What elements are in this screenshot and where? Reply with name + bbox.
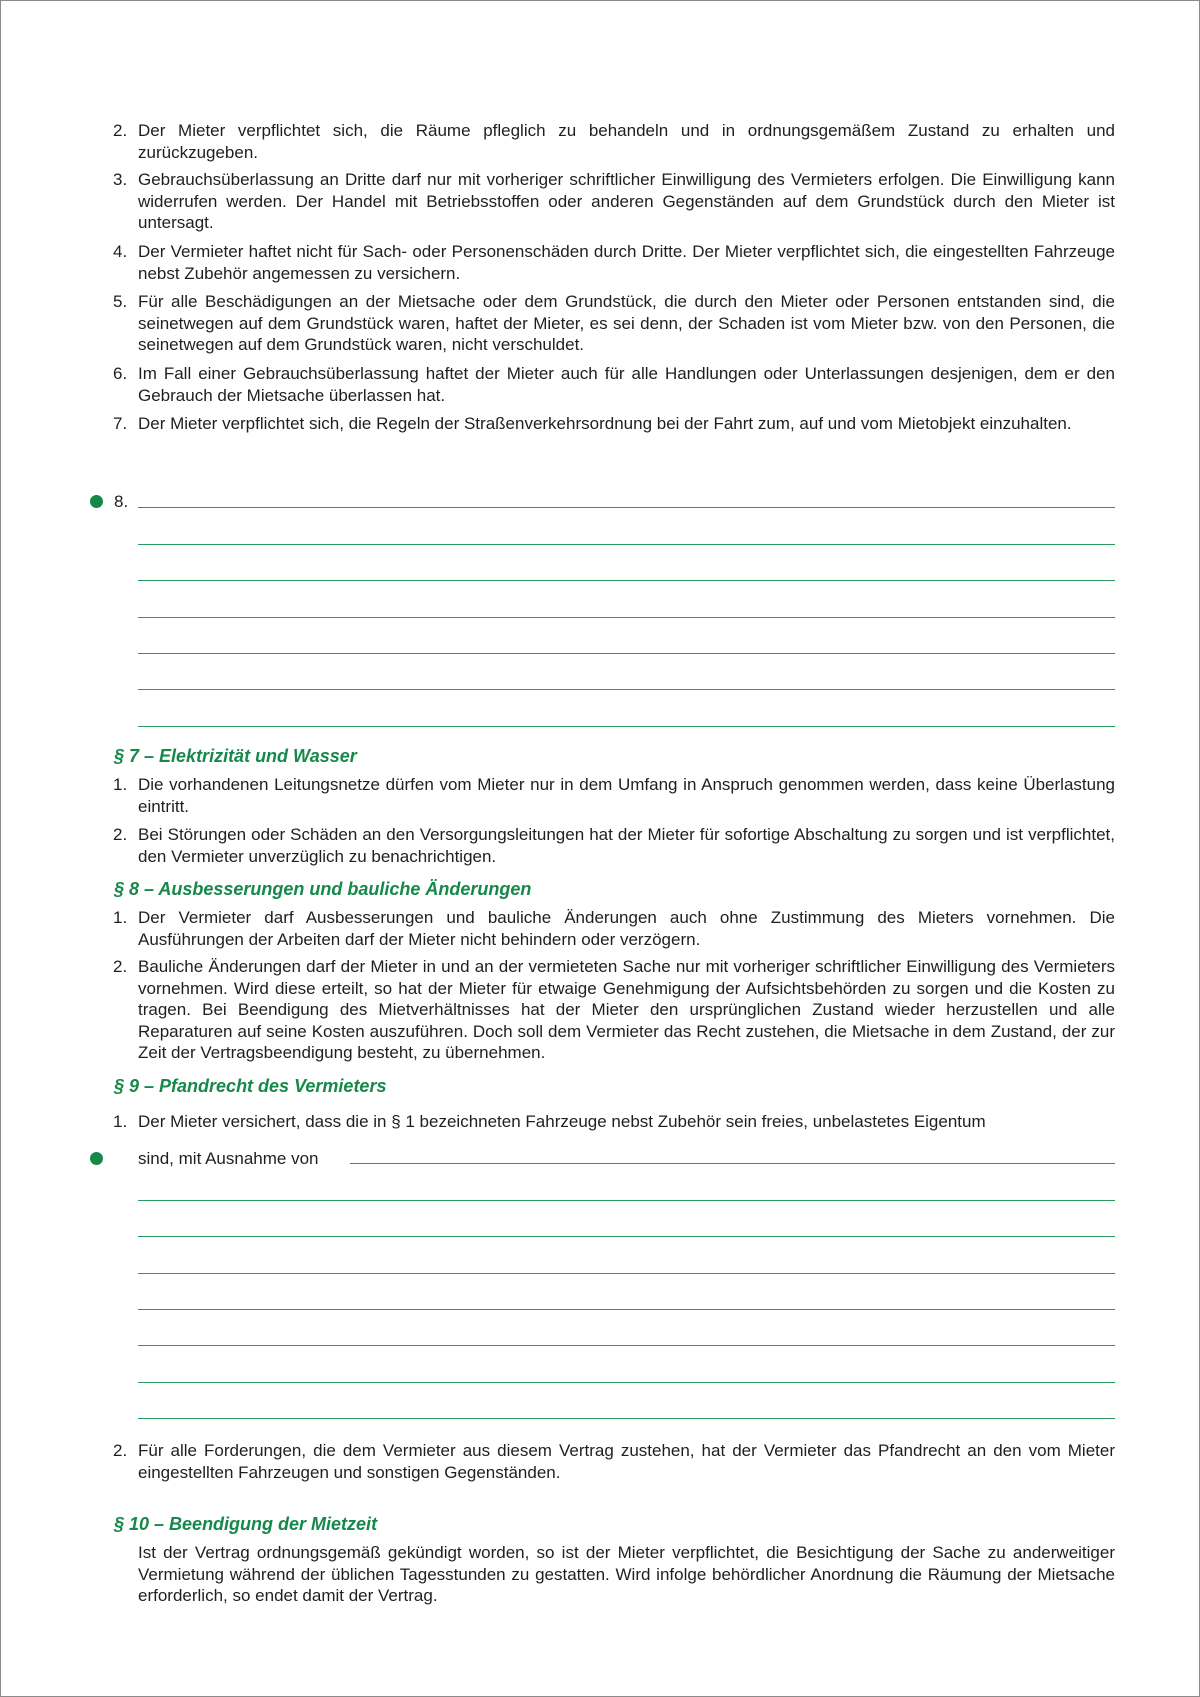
item-text: Der Vermieter darf Ausbesserungen und bauliche Änderungen auch ohne Zustimmung des Mieters vornehmen. Die Ausführungen der Arbeiten darf der Mieter nicht behindern oder verzögern.	[138, 908, 1115, 949]
item-number: 1.	[113, 775, 128, 794]
item-text: Die vorhandenen Leitungsnetze dürfen vom Mieter nur in dem Umfang in Anspruch genommen werden, dass keine Überlastung eintritt.	[138, 775, 1115, 816]
clause-9-1	[113, 1111, 1115, 1133]
clause-6-7	[113, 413, 1115, 435]
section-7-heading: § 7 – Elektrizität und Wasser	[114, 746, 357, 766]
item-number: 2.	[113, 825, 128, 844]
fill-in-line[interactable]	[138, 653, 1115, 654]
fill-in-line[interactable]	[138, 507, 1115, 508]
clause-6-3	[113, 169, 1115, 234]
item-text: Der Mieter versichert, dass die in § 1 bezeichneten Fahrzeuge nebst Zubehör sein freies, unbelastetes Eigentum	[138, 1112, 986, 1131]
item-text: Für alle Beschädigungen an der Mietsache oder dem Grundstück, die durch den Mieter oder Personen entstanden sind, die seinetwegen auf dem Grundstück waren, haftet der Mieter, es sei denn, der Schaden ist vom Mieter bzw. von den Personen, die seinetwegen auf dem Grundstück waren, nicht verschuldet.	[138, 292, 1115, 354]
marker-dot	[90, 495, 103, 508]
item-text: Der Mieter verpflichtet sich, die Räume pfleglich zu behandeln und in ordnungsgemäßem Zustand zu erhalten und zurückzugeben.	[138, 121, 1115, 162]
item-number: 1.	[113, 1112, 128, 1131]
item-8-number: 8.	[114, 492, 129, 511]
clause-9-2	[113, 1440, 1115, 1483]
fill-in-line[interactable]	[138, 617, 1115, 618]
clause-7-1	[113, 774, 1115, 817]
fill-in-line[interactable]	[138, 1309, 1115, 1310]
fill-in-line[interactable]	[138, 1236, 1115, 1237]
clause-6-4	[113, 241, 1115, 284]
section-10-heading: § 10 – Beendigung der Mietzeit	[114, 1514, 378, 1534]
fill-in-line[interactable]	[138, 544, 1115, 545]
item-number: 5.	[113, 292, 128, 311]
item-text: Gebrauchsüberlassung an Dritte darf nur mit vorheriger schriftlicher Einwilligung des Vermieters erfolgen. Die Einwilligung kann widerrufen werden. Der Handel mit Betriebsstoffen oder anderen Gegenständen auf dem Grundstück durch den Mieter ist untersagt.	[138, 170, 1115, 232]
clause-6-5	[113, 291, 1115, 356]
fill-in-line[interactable]	[138, 1345, 1115, 1346]
clause-10-text	[113, 1542, 1115, 1607]
item-number: 2.	[113, 957, 128, 976]
section-8-heading: § 8 – Ausbesserungen und bauliche Änderungen	[114, 879, 532, 899]
item-number: 2.	[113, 121, 128, 140]
clause-9-1-continuation: sind, mit Ausnahme von	[138, 1149, 319, 1168]
item-text: Ist der Vertrag ordnungsgemäß gekündigt worden, so ist der Mieter verpflichtet, die Besichtigung der Sache zu anderweitiger Vermietung während der üblichen Tagesstunden zu gestatten. Wird infolge behördlicher Anordnung die Räumung der Mietsache erforderlich, so endet damit der Vertrag.	[138, 1543, 1115, 1605]
item-number: 3.	[113, 170, 128, 189]
fill-in-line[interactable]	[138, 1273, 1115, 1274]
clause-7-2	[113, 824, 1115, 867]
item-text: Bauliche Änderungen darf der Mieter in und an der vermieteten Sache nur mit vorheriger schriftlicher Einwilligung des Vermieters vornehmen. Wird diese erteilt, so hat der Mieter für etwaige Genehmigung der Aufsichtsbehörden zu sorgen und die Kosten zu tragen. Bei Beendigung des Mietverhältnisses hat der Mieter den ursprünglichen Zustand wieder herzustellen und alle Reparaturen auf seine Kosten auszuführen. Doch soll dem Vermieter das Recht zustehen, die Mietsache in dem Zustand, der zur Zeit der Vertragsbeendigung besteht, zu übernehmen.	[138, 957, 1115, 1062]
fill-in-line[interactable]	[138, 726, 1115, 727]
item-text: Der Vermieter haftet nicht für Sach- oder Personenschäden durch Dritte. Der Mieter verpflichtet sich, die eingestellten Fahrzeuge nebst Zubehör angemessen zu versichern.	[138, 242, 1115, 283]
marker-dot	[90, 1152, 103, 1165]
item-number: 1.	[113, 908, 128, 927]
item-text: Der Mieter verpflichtet sich, die Regeln der Straßenverkehrsordnung bei der Fahrt zum, auf und vom Mietobjekt einzuhalten.	[138, 414, 1072, 433]
clause-8-2	[113, 956, 1115, 1064]
item-text: Für alle Forderungen, die dem Vermieter aus diesem Vertrag zustehen, hat der Vermieter das Pfandrecht an den vom Mieter eingestellten Fahrzeugen und sonstigen Gegenständen.	[138, 1441, 1115, 1482]
item-number: 4.	[113, 242, 128, 261]
item-text: Im Fall einer Gebrauchsüberlassung haftet der Mieter auch für alle Handlungen oder Unterlassungen desjenigen, dem er den Gebrauch der Mietsache überlassen hat.	[138, 364, 1115, 405]
fill-in-line[interactable]	[138, 689, 1115, 690]
clause-6-2	[113, 120, 1115, 163]
fill-in-line[interactable]	[350, 1163, 1115, 1164]
item-number: 6.	[113, 364, 128, 383]
item-number: 7.	[113, 414, 128, 433]
section-9-heading: § 9 – Pfandrecht des Vermieters	[114, 1076, 387, 1096]
fill-in-line[interactable]	[138, 1382, 1115, 1383]
clause-8-1	[113, 907, 1115, 950]
fill-in-line[interactable]	[138, 1200, 1115, 1201]
item-number: 2.	[113, 1441, 128, 1460]
fill-in-line[interactable]	[138, 580, 1115, 581]
item-text: Bei Störungen oder Schäden an den Versorgungsleitungen hat der Mieter für sofortige Abschaltung zu sorgen und ist verpflichtet, den Vermieter unverzüglich zu benachrichtigen.	[138, 825, 1115, 866]
clause-6-6	[113, 363, 1115, 406]
fill-in-line[interactable]	[138, 1418, 1115, 1419]
